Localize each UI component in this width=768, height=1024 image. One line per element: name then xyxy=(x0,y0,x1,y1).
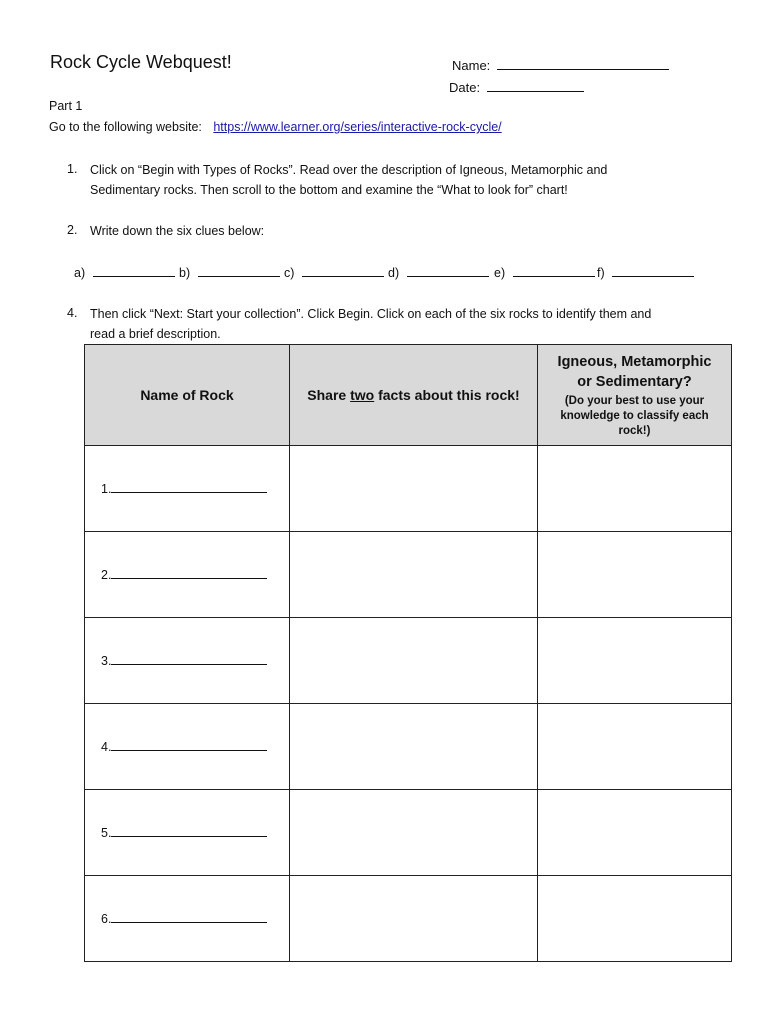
row-number: 6. xyxy=(101,911,112,926)
col-header-facts-emphasis: two xyxy=(350,387,375,403)
col-header-type-note1: (Do your best to use your xyxy=(564,394,705,407)
row-number: 5. xyxy=(101,825,112,840)
date-blank[interactable] xyxy=(487,79,584,92)
col-header-type xyxy=(538,345,732,446)
website-link[interactable]: https://www.learner.org/series/interactive-rock-cycle/ xyxy=(213,120,502,134)
col-header-type-note3: rock!) xyxy=(618,424,651,437)
table-row xyxy=(85,790,732,876)
worksheet-title: Rock Cycle Webquest! xyxy=(50,52,232,72)
col-header-type-note2: knowledge to classify each xyxy=(560,409,709,422)
clue-d-label: d) xyxy=(388,266,400,280)
clue-e-label: e) xyxy=(494,266,506,280)
clue-a[interactable] xyxy=(74,264,175,280)
rock-name-blank[interactable] xyxy=(111,482,267,493)
col-header-type-line2: or Sedimentary? xyxy=(577,373,692,390)
clue-e-blank[interactable] xyxy=(513,264,595,277)
table-row xyxy=(85,618,732,704)
clue-f-blank[interactable] xyxy=(612,264,694,277)
q4-number: 4. xyxy=(67,306,78,320)
website-instruction xyxy=(49,120,502,134)
q1-number: 1. xyxy=(67,162,78,176)
q4-line1: Then click “Next: Start your collection”. Click Begin. Click on each of the six rocks to identify them and xyxy=(90,307,652,321)
q1-line2: Sedimentary rocks. Then scroll to the bottom and examine the “What to look for” chart! xyxy=(90,183,568,197)
col-header-type-line1: Igneous, Metamorphic xyxy=(557,353,712,370)
table-row xyxy=(85,532,732,618)
q4-text xyxy=(90,304,651,344)
row-number: 4. xyxy=(101,739,112,754)
facts-cell-3[interactable] xyxy=(290,618,538,704)
type-cell-6[interactable] xyxy=(538,876,732,962)
clue-c-label: c) xyxy=(284,266,295,280)
website-intro: Go to the following website: xyxy=(49,120,202,134)
table-row xyxy=(85,876,732,962)
facts-cell-2[interactable] xyxy=(290,532,538,618)
clue-d[interactable] xyxy=(388,264,489,280)
row-number: 1. xyxy=(101,481,112,496)
facts-cell-1[interactable] xyxy=(290,446,538,532)
clue-b-label: b) xyxy=(179,266,191,280)
type-cell-5[interactable] xyxy=(538,790,732,876)
row-number: 3. xyxy=(101,653,112,668)
clue-e[interactable] xyxy=(494,264,595,280)
type-cell-4[interactable] xyxy=(538,704,732,790)
part-label: Part 1 xyxy=(49,99,83,113)
table-header-row xyxy=(85,345,732,446)
clue-f-label: f) xyxy=(597,266,605,280)
rock-name-cell-4[interactable] xyxy=(85,704,290,790)
rock-name-cell-1[interactable] xyxy=(85,446,290,532)
rock-name-blank[interactable] xyxy=(111,654,267,665)
q2-number: 2. xyxy=(67,223,78,237)
clue-a-label: a) xyxy=(74,266,86,280)
date-field[interactable] xyxy=(449,79,584,95)
rock-name-blank[interactable] xyxy=(111,826,267,837)
col-header-facts-post: facts about this rock! xyxy=(374,387,520,403)
rock-name-cell-2[interactable] xyxy=(85,532,290,618)
q2-text: Write down the six clues below: xyxy=(90,224,265,238)
clue-b[interactable] xyxy=(179,264,280,280)
name-field[interactable] xyxy=(452,57,669,73)
table-row xyxy=(85,704,732,790)
clue-c-blank[interactable] xyxy=(302,264,384,277)
q1-text xyxy=(90,160,607,200)
facts-cell-6[interactable] xyxy=(290,876,538,962)
row-number: 2. xyxy=(101,567,112,582)
rock-name-blank[interactable] xyxy=(111,740,267,751)
q1-line1: Click on “Begin with Types of Rocks”. Read over the description of Igneous, Metamorphic and xyxy=(90,163,608,177)
clue-b-blank[interactable] xyxy=(198,264,280,277)
clue-a-blank[interactable] xyxy=(93,264,175,277)
facts-cell-5[interactable] xyxy=(290,790,538,876)
rock-name-blank[interactable] xyxy=(111,568,267,579)
col-header-facts-pre: Share xyxy=(307,387,351,403)
q4-line2: read a brief description. xyxy=(90,327,221,341)
col-header-facts xyxy=(290,345,538,446)
table-row xyxy=(85,446,732,532)
rock-name-cell-3[interactable] xyxy=(85,618,290,704)
col-header-name: Name of Rock xyxy=(85,345,290,446)
rock-table xyxy=(84,344,732,962)
type-cell-2[interactable] xyxy=(538,532,732,618)
clue-c[interactable] xyxy=(284,264,384,280)
type-cell-1[interactable] xyxy=(538,446,732,532)
clue-d-blank[interactable] xyxy=(407,264,489,277)
rock-name-cell-5[interactable] xyxy=(85,790,290,876)
facts-cell-4[interactable] xyxy=(290,704,538,790)
type-cell-3[interactable] xyxy=(538,618,732,704)
name-label: Name: xyxy=(452,58,491,73)
date-label: Date: xyxy=(449,80,481,95)
rock-name-blank[interactable] xyxy=(111,912,267,923)
clue-f[interactable] xyxy=(597,264,694,280)
name-blank[interactable] xyxy=(497,57,669,70)
rock-name-cell-6[interactable] xyxy=(85,876,290,962)
